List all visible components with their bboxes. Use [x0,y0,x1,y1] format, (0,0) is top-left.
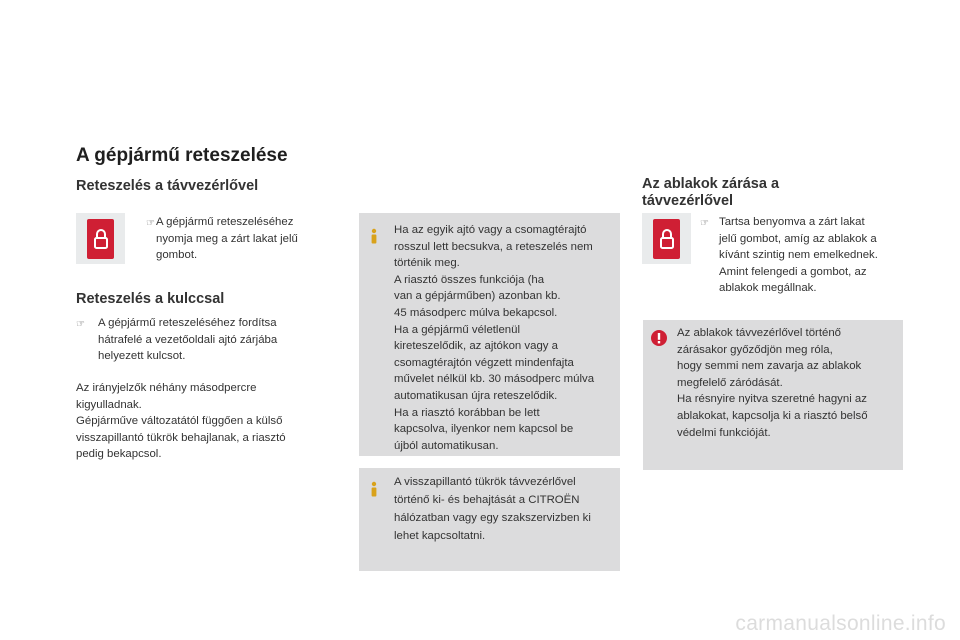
remote-bullet-text: A gépjármű reteszeléséhez nyomja meg a zárt lakat jelű gombot. [156,216,298,262]
warning-note-windows: Az ablakok távvezérlővel történő zárásakor győződjön meg róla, hogy semmi nem zavarja az ablakok megfelelő záródását. Ha résnyire nyitva szeretné hagyni az ablakokat, kapcsolja ki a riasztó belső védelmi funkcióját. [643,320,903,470]
info-note-mirrors: A visszapillantó tükrök távvezérlővel történő ki- és behajtását a CITROËN hálózatban vagy egy szakszervizben ki lehet kapcsoltatni. [359,468,620,571]
bullet-arrow-icon: ☞ [700,218,709,229]
lock-icon [87,219,114,259]
bullet-arrow-icon: ☞ [76,319,85,330]
remote-heading: Reteszelés a távvezérlővel [76,178,259,194]
warning-icon [651,330,667,346]
info-icon [367,228,381,244]
windows-heading: Az ablakok zárása a távvezérlővel [642,176,780,209]
info-icon [367,481,381,497]
lock-button-illustration [642,213,691,264]
info-note-alarm: Ha az egyik ajtó vagy a csomagtérajtó rosszul lett becsukva, a reteszelés nem történik meg. A riasztó összes funkciója (ha van a gépjárműben) azonban kb. 45 másodperc múlva bekapcsol. Ha a gépjármű véletlenül kireteszelődik, az ajtókon vagy a csomagtérajtón végzett mindenfajta művelet nélkül kb. 30 másodperc múlva automatikusan újra reteszelődik. Ha a riasztó korábban be lett kapcsolva, ilyenkor nem kapcsol be újból automatikusan. [359,213,620,456]
watermark-footer: carmanualsonline.info [735,612,946,635]
key-heading: Reteszelés a kulccsal [76,291,225,307]
lock-button-illustration [76,213,125,264]
bullet-arrow-icon: ☞ [146,218,155,229]
lock-icon [653,219,680,259]
windows-bullet-text: Tartsa benyomva a zárt lakat jelű gombot, amíg az ablakok a kívánt szintig nem emelkednek. Amint felengedi a gombot, az ablakok megállnak. [719,216,878,295]
page-title: A gépjármű reteszelése [76,145,288,166]
key-bullet-text: A gépjármű reteszeléséhez fordítsa hátrafelé a vezetőoldali ajtó zárjába helyezett kulcsot. [98,317,278,363]
key-paragraph: Az irányjelzők néhány másodpercre kigyulladnak. Gépjárműve változatától függően a külső visszapillantó tükrök behajlanak, a riasztó pedig bekapcsol. [76,382,286,461]
